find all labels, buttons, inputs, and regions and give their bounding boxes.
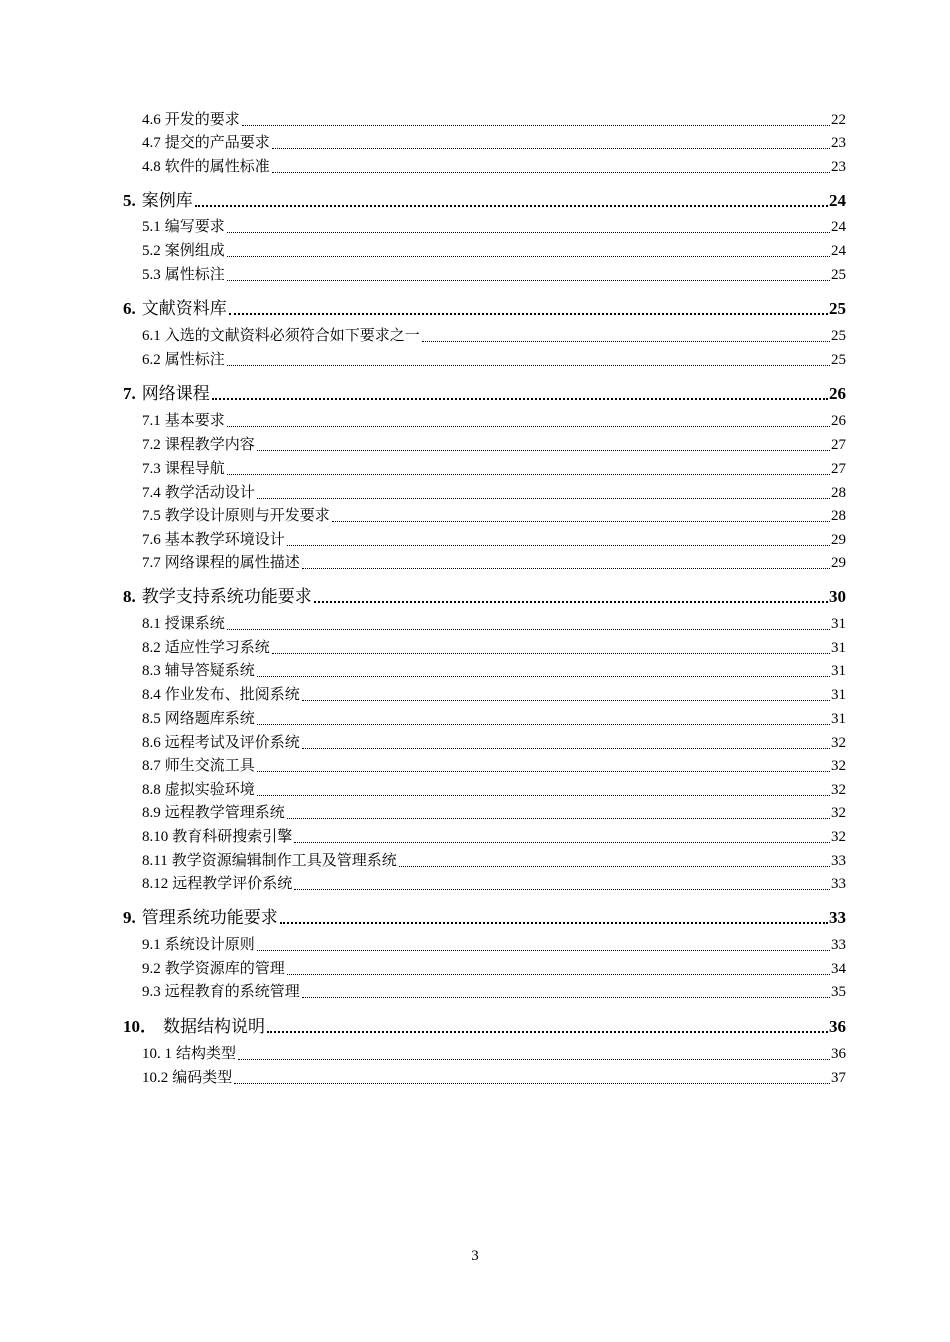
toc-entry-page: 25 <box>831 352 846 368</box>
toc-dot-leader <box>257 449 830 451</box>
toc-section-entry[interactable] <box>142 238 846 260</box>
toc-chapter-entry[interactable] <box>123 380 846 404</box>
toc-entry-title: 课程教学内容 <box>164 437 255 453</box>
toc-entry-title: 编写要求 <box>164 219 225 235</box>
toc-entry-number: 7.5 <box>142 508 161 524</box>
toc-dot-leader <box>287 544 830 546</box>
page-number: 3 <box>471 1248 479 1264</box>
toc-entry-title: 基本教学环境设计 <box>164 532 285 548</box>
toc-entry-number: 5.2 <box>142 243 161 259</box>
toc-section-entry[interactable] <box>142 262 846 284</box>
toc-entry-title: 教学资源编辑制作工具及管理系统 <box>171 853 397 869</box>
toc-entry-page: 24 <box>831 219 846 235</box>
toc-section-entry[interactable] <box>142 527 846 549</box>
toc-entry-number: 4.8 <box>142 159 161 175</box>
toc-entry-number: 7.1 <box>142 413 161 429</box>
toc-entry-title: 远程教学管理系统 <box>164 805 285 821</box>
toc-dot-leader <box>267 1030 828 1033</box>
toc-section-entry[interactable] <box>142 214 846 236</box>
toc-entry-page: 24 <box>831 243 846 259</box>
toc-entry-page: 29 <box>831 555 846 571</box>
toc-entry-page: 33 <box>831 853 846 869</box>
toc-section-entry[interactable] <box>142 848 846 870</box>
toc-section-entry[interactable] <box>142 871 846 893</box>
toc-dot-leader <box>302 996 830 998</box>
toc-chapter-entry[interactable] <box>123 295 846 319</box>
toc-dot-leader <box>302 747 830 749</box>
toc-entry-page: 37 <box>831 1070 846 1086</box>
toc-entry-title: 师生交流工具 <box>164 758 255 774</box>
toc-entry-number: 8. <box>123 587 136 606</box>
toc-dot-leader <box>294 888 830 890</box>
toc-entry-number: 7.4 <box>142 485 161 501</box>
toc-entry-title: 管理系统功能要求 <box>141 908 278 927</box>
toc-entry-number: 8.5 <box>142 711 161 727</box>
toc-section-entry[interactable] <box>142 730 846 752</box>
toc-entry-page: 31 <box>831 663 846 679</box>
toc-dot-leader <box>257 794 830 796</box>
toc-section-entry[interactable] <box>142 130 846 152</box>
toc-entry-page: 31 <box>831 711 846 727</box>
toc-entry-number: 5.3 <box>142 267 161 283</box>
toc-dot-leader <box>238 1058 830 1060</box>
toc-dot-leader <box>272 147 830 149</box>
toc-section-entry[interactable] <box>142 753 846 775</box>
toc-entry-number: 8.8 <box>142 782 161 798</box>
toc-entry-title: 属性标注 <box>164 267 225 283</box>
toc-entry-number: 8.12 <box>142 876 169 892</box>
toc-entry-number: 8.6 <box>142 735 161 751</box>
toc-section-entry[interactable] <box>142 550 846 572</box>
toc-entry-number: 4.6 <box>142 112 161 128</box>
toc-entry-title: 开发的要求 <box>164 112 240 128</box>
toc-entry-page: 32 <box>831 829 846 845</box>
toc-entry-page: 35 <box>831 984 846 1000</box>
toc-entry-title: 教学资源库的管理 <box>164 961 285 977</box>
toc-dot-leader <box>294 841 830 843</box>
toc-dot-leader <box>272 652 830 654</box>
toc-section-entry[interactable] <box>142 635 846 657</box>
toc-dot-leader <box>302 567 830 569</box>
toc-entry-page: 23 <box>831 159 846 175</box>
toc-entry-page: 23 <box>831 135 846 151</box>
toc-entry-title: 软件的属性标准 <box>164 159 270 175</box>
toc-section-entry[interactable] <box>142 824 846 846</box>
toc-entry-page: 36 <box>829 1017 846 1036</box>
toc-entry-number: 9.3 <box>142 984 161 1000</box>
toc-entry-title: 教学设计原则与开发要求 <box>164 508 330 524</box>
toc-dot-leader <box>227 364 830 366</box>
toc-entry-number: 9. <box>123 908 136 927</box>
toc-section-entry[interactable] <box>142 706 846 728</box>
toc-entry-title: 远程考试及评价系统 <box>164 735 300 751</box>
toc-dot-leader <box>399 865 830 867</box>
toc-entry-title: 远程教学评价系统 <box>172 876 293 892</box>
toc-entry-title: 授课系统 <box>164 616 225 632</box>
toc-entry-number: 10. 1 <box>142 1046 172 1062</box>
toc-dot-leader <box>272 171 830 173</box>
toc-section-entry[interactable] <box>142 611 846 633</box>
toc-entry-title: 作业发布、批阅系统 <box>164 687 300 703</box>
toc-entry-number: 9.2 <box>142 961 161 977</box>
toc-entry-page: 25 <box>831 267 846 283</box>
toc-dot-leader <box>229 312 828 315</box>
toc-section-entry[interactable] <box>142 1065 846 1087</box>
toc-chapter-entry[interactable] <box>123 904 846 928</box>
toc-section-entry[interactable] <box>142 408 846 430</box>
toc-entry-number: 6.2 <box>142 352 161 368</box>
toc-section-entry[interactable] <box>142 107 846 129</box>
toc-dot-leader <box>257 949 830 951</box>
toc-entry-page: 32 <box>831 805 846 821</box>
toc-entry-number: 8.2 <box>142 640 161 656</box>
toc-dot-leader <box>227 473 830 475</box>
toc-dot-leader <box>280 921 828 924</box>
toc-entry-title: 基本要求 <box>164 413 225 429</box>
toc-entry-page: 28 <box>831 508 846 524</box>
toc-entry-number: 8.4 <box>142 687 161 703</box>
toc-dot-leader <box>332 520 830 522</box>
toc-section-entry[interactable] <box>142 956 846 978</box>
toc-entry-title: 提交的产品要求 <box>164 135 270 151</box>
toc-entry-page: 33 <box>831 876 846 892</box>
toc-section-entry[interactable] <box>142 154 846 176</box>
toc-entry-title: 属性标注 <box>164 352 225 368</box>
toc-entry-page: 32 <box>831 758 846 774</box>
toc-entry-title: 教育科研搜索引擎 <box>172 829 293 845</box>
toc-dot-leader <box>227 628 830 630</box>
toc-entry-page: 31 <box>831 616 846 632</box>
toc-entry-number: 6.1 <box>142 328 161 344</box>
toc-entry-page: 33 <box>831 937 846 953</box>
toc-entry-number: 8.7 <box>142 758 161 774</box>
toc-entry-number: 5.1 <box>142 219 161 235</box>
toc-section-entry[interactable] <box>142 456 846 478</box>
toc-dot-leader <box>302 699 830 701</box>
toc-entry-page: 26 <box>829 384 846 403</box>
toc-section-entry[interactable] <box>142 1041 846 1063</box>
toc-section-entry[interactable] <box>142 323 846 345</box>
toc-entry-page: 26 <box>831 413 846 429</box>
toc-dot-leader <box>257 770 830 772</box>
toc-dot-leader <box>227 279 830 281</box>
toc-entry-number: 7.6 <box>142 532 161 548</box>
toc-section-entry[interactable] <box>142 800 846 822</box>
toc-section-entry[interactable] <box>142 682 846 704</box>
toc-chapter-entry[interactable] <box>123 583 846 607</box>
toc-entry-title: 网络课程的属性描述 <box>164 555 300 571</box>
toc-section-entry[interactable] <box>142 503 846 525</box>
toc-entry-page: 27 <box>831 437 846 453</box>
toc-entry-title: 结构类型 <box>176 1046 237 1062</box>
toc-dot-leader <box>227 425 830 427</box>
toc-entry-title: 辅导答疑系统 <box>164 663 255 679</box>
toc-entry-title: 网络题库系统 <box>164 711 255 727</box>
toc-entry-number: 9.1 <box>142 937 161 953</box>
toc-entry-number: 10.2 <box>142 1070 169 1086</box>
toc-dot-leader <box>287 817 830 819</box>
toc-entry-title: 教学活动设计 <box>164 485 255 501</box>
toc-section-entry[interactable] <box>142 979 846 1001</box>
toc-entry-page: 28 <box>831 485 846 501</box>
toc-entry-number: 8.1 <box>142 616 161 632</box>
toc-entry-number: 8.9 <box>142 805 161 821</box>
toc-dot-leader <box>257 497 830 499</box>
toc-entry-title: 文献资料库 <box>141 299 227 318</box>
toc-entry-number: 7.2 <box>142 437 161 453</box>
toc-entry-number: 8.3 <box>142 663 161 679</box>
toc-section-entry[interactable] <box>142 658 846 680</box>
toc-entry-number: 7.3 <box>142 461 161 477</box>
toc-entry-title: 编码类型 <box>172 1070 233 1086</box>
toc-entry-title: 数据结构说明 <box>163 1017 265 1036</box>
toc-entry-page: 32 <box>831 782 846 798</box>
toc-dot-leader <box>422 340 830 342</box>
toc-chapter-entry[interactable] <box>123 1013 846 1037</box>
toc-dot-leader <box>234 1082 830 1084</box>
toc-dot-leader <box>227 231 830 233</box>
toc-entry-number: 5. <box>123 191 136 210</box>
toc-entry-page: 25 <box>831 328 846 344</box>
toc-entry-title: 案例库 <box>141 191 193 210</box>
toc-entry-number: 6. <box>123 299 136 318</box>
toc-section-entry[interactable] <box>142 347 846 369</box>
toc-entry-title: 系统设计原则 <box>164 937 255 953</box>
toc-section-entry[interactable] <box>142 932 846 954</box>
toc-entry-number: 7.7 <box>142 555 161 571</box>
toc-entry-page: 31 <box>831 640 846 656</box>
toc-chapter-entry[interactable] <box>123 187 846 211</box>
toc-dot-leader <box>257 723 830 725</box>
toc-section-entry[interactable] <box>142 432 846 454</box>
toc-entry-number: 8.11 <box>142 853 168 869</box>
toc-section-entry[interactable] <box>142 777 846 799</box>
toc-dot-leader <box>287 973 830 975</box>
toc-section-entry[interactable] <box>142 480 846 502</box>
toc-entry-page: 24 <box>829 191 846 210</box>
toc-dot-leader <box>242 124 830 126</box>
toc-dot-leader <box>314 600 828 603</box>
toc-entry-page: 30 <box>829 587 846 606</box>
toc-dot-leader <box>195 204 828 207</box>
toc-dot-leader <box>257 675 830 677</box>
toc-entry-page: 32 <box>831 735 846 751</box>
toc-entry-page: 29 <box>831 532 846 548</box>
toc-entry-page: 31 <box>831 687 846 703</box>
toc-entry-title: 虚拟实验环境 <box>164 782 255 798</box>
toc-entry-title: 入选的文献资料必须符合如下要求之一 <box>164 328 420 344</box>
toc-entry-title: 网络课程 <box>141 384 210 403</box>
toc-entry-page: 36 <box>831 1046 846 1062</box>
toc-entry-number: 7. <box>123 384 136 403</box>
toc-entry-number: 4.7 <box>142 135 161 151</box>
toc-entry-page: 25 <box>829 299 846 318</box>
toc-dot-leader <box>227 255 830 257</box>
toc-entry-title: 课程导航 <box>164 461 225 477</box>
toc-entry-page: 34 <box>831 961 846 977</box>
toc-entry-page: 27 <box>831 461 846 477</box>
toc-entry-page: 22 <box>831 112 846 128</box>
toc-entry-number: 10． <box>123 1017 157 1036</box>
toc-entry-title: 教学支持系统功能要求 <box>141 587 312 606</box>
toc-entry-title: 适应性学习系统 <box>164 640 270 656</box>
toc-dot-leader <box>212 397 828 400</box>
toc-entry-page: 33 <box>829 908 846 927</box>
toc-entry-title: 远程教育的系统管理 <box>164 984 300 1000</box>
toc-entry-title: 案例组成 <box>164 243 225 259</box>
toc-entry-number: 8.10 <box>142 829 169 845</box>
